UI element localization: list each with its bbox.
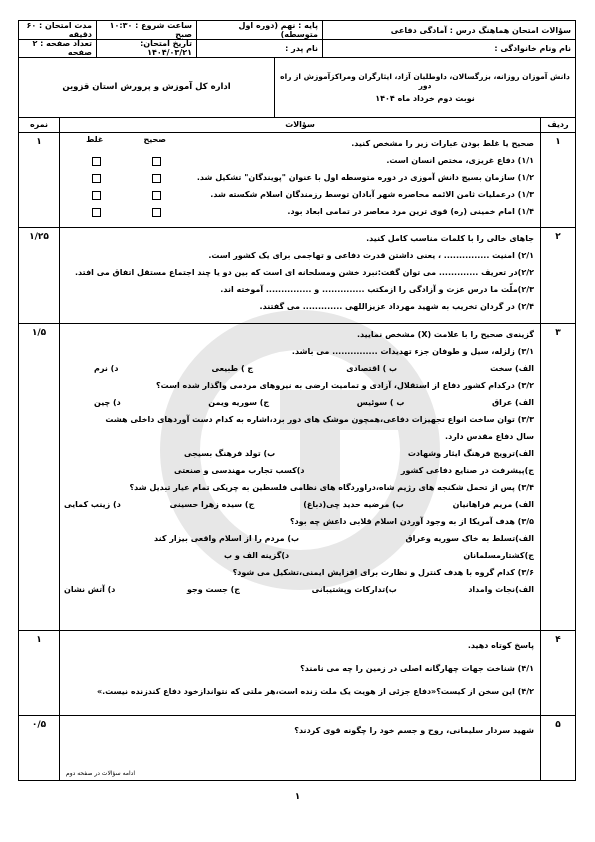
option[interactable]: ب) مرضیه حدید چی(دباغ) — [303, 500, 404, 509]
blank-2-4: ۲/۴) در گردان تخریب به شهید مهرداد عزیزاللهی ............. می گفتند. — [259, 302, 534, 311]
false-checkbox[interactable] — [92, 174, 101, 183]
father-name-field: نام پدر : — [197, 39, 323, 57]
question-body — [59, 631, 541, 715]
options-3-3-a — [64, 445, 534, 462]
mc-3-1: ۳/۱) زلزله، سیل و طوفان جزء تهدیدات ............... می باشد. — [291, 347, 534, 356]
options-3-1 — [64, 360, 534, 377]
options-3-5-a — [64, 530, 534, 547]
option[interactable]: ج ) طبیعی — [211, 364, 254, 373]
true-checkbox[interactable] — [152, 157, 161, 166]
statement-1-1: ۱/۱) دفاع غریزی، مختص انسان است. — [386, 156, 534, 165]
question-prompt: پاسخ کوتاه دهید. — [467, 641, 534, 650]
exam-sheet — [18, 20, 576, 781]
short-4-1: ۴/۱) شناخت جهات چهارگانه اصلی در زمین را چه می نامند؟ — [300, 664, 534, 673]
blank-2-2: ۲/۲)در تعریف ............. می توان گفت:نبرد خشن ومسلحانه ای است که بین دو یا چند اجتماع مستقل اتفاق می افتد. — [75, 268, 534, 277]
question-prompt: جاهای خالی را با کلمات مناسب کامل کنید. — [366, 234, 534, 243]
option[interactable]: د)کسب تجارب مهندسی و صنعتی — [174, 466, 305, 475]
mc-3-6: ۳/۶) کدام گروه با هدف کنترل و نظارت برای افزایش ایمنی،تشکیل می شود؟ — [232, 568, 534, 577]
question-prompt: صحیح یا غلط بودن عبارات زیر را مشخص کنید. — [351, 139, 534, 148]
education-office: اداره کل آموزش و پرورش استان قزوین — [19, 57, 275, 117]
question-number: ۲ — [555, 232, 561, 242]
continue-note: ادامه سؤالات در صفحه دوم — [66, 770, 136, 777]
option[interactable]: الف) عراق — [491, 398, 534, 407]
true-checkbox[interactable] — [152, 208, 161, 217]
question-number: ۵ — [555, 720, 561, 730]
question-3 — [19, 324, 575, 631]
question-5 — [19, 716, 575, 780]
checkbox-row-3 — [66, 191, 186, 200]
mc-3-2: ۳/۲) درکدام کشور دفاع از استقلال، آزادی و تمامیت ارضی به نیروهای مردمی واگذار شده است؟ — [155, 381, 534, 390]
page-count: تعداد صفحه : ۲ صفحه — [19, 39, 97, 57]
question-score: ۱ — [36, 635, 42, 645]
statement-1-3: ۱/۳) درعملیات ثامن الائمه محاصره شهر آبادان توسط رزمندگان اسلام شکسته شد. — [210, 190, 534, 199]
mc-3-3: ۳/۳) توان ساخت انواع تجهیزات دفاعی،همچون موشک های دور برد،اشاره به کدام دست آوردهای داخلی هشت — [105, 415, 534, 424]
option[interactable]: د) آتش نشان — [64, 585, 116, 594]
question-4 — [19, 631, 575, 716]
true-checkbox[interactable] — [152, 174, 161, 183]
exam-title: سؤالات امتحان هماهنگ درس : آمادگی دفاعی — [390, 25, 571, 35]
true-checkbox[interactable] — [152, 191, 161, 200]
column-score: نمره — [29, 120, 49, 129]
option[interactable]: الف)تسلط به خاک سوریه وعراق — [405, 534, 534, 543]
option[interactable]: ب) تولد فرهنگ بسیجی — [184, 449, 276, 458]
header-row-2 — [19, 39, 575, 58]
question-number: ۱ — [555, 137, 561, 147]
option[interactable]: ج)پیشرفت در صنایع دفاعی کشور — [400, 466, 534, 475]
question-body — [59, 716, 541, 780]
question-number: ۴ — [555, 635, 561, 645]
checkbox-row-1 — [66, 157, 186, 166]
option[interactable]: ج) جست وجو — [186, 585, 241, 594]
checkbox-row-4 — [66, 208, 186, 217]
option[interactable]: د) نرم — [94, 364, 119, 373]
blank-2-1: ۲/۱) امنیت ............... ، یعنی داشتن قدرت دفاعی و تهاجمی برای یک کشور است. — [208, 251, 534, 260]
mc-3-5: ۳/۵) هدف آمریکا از به وجود آوردن اسلام قلابی داعش چه بود؟ — [289, 517, 534, 526]
options-3-6 — [64, 581, 534, 598]
question-prompt: گزینه‌ی صحیح را با علامت (X) مشخص نمایید. — [357, 330, 534, 339]
student-name-field: نام ونام خانوادگی : — [494, 43, 571, 53]
header-row-1 — [19, 21, 575, 40]
mc-3-3-continued: سال دفاع مقدس دارد. — [445, 432, 534, 441]
question-score: ۰/۵ — [31, 720, 47, 730]
option[interactable]: الف)ترویج فرهنگ ایثار وشهادت — [407, 449, 534, 458]
audience: دانش آموزان روزانه، بزرگسالان، داوطلبان آزاد، ایثارگران ومراکزآموزش از راه دور — [280, 71, 570, 90]
question-score: ۱/۵ — [31, 328, 47, 338]
start-time: ساعت شروع : ۱۰:۳۰ صبح — [97, 21, 197, 39]
true-label: صحیح — [143, 135, 166, 144]
option[interactable]: ب ) سوئیس — [356, 398, 405, 407]
exam-header — [19, 21, 575, 118]
checkbox-row-2 — [66, 174, 186, 183]
grade: پایه : نهم (دوره اول متوسطه) — [197, 21, 323, 39]
option[interactable]: ب)تدارکات وپشتیبانی — [311, 585, 397, 594]
option[interactable]: الف) سخت — [490, 364, 534, 373]
option[interactable]: ج) سوریه ویمن — [208, 398, 270, 407]
option[interactable]: د)گزینه الف و ب — [224, 551, 290, 560]
options-3-2 — [64, 394, 534, 411]
short-4-2: ۴/۲) این سخن از کیست؟«دفاع جزئی از هویت یک ملت زنده است،هر ملتی که نتواندازخود دفاع کندزنده نیست.» — [96, 687, 534, 696]
option[interactable]: ب ) اقتصادی — [346, 364, 398, 373]
session: نوبت دوم خرداد ماه ۱۴۰۴ — [375, 93, 475, 103]
exam-date: تاریخ امتحان: ۱۴۰۴/۰۳/۲۱ — [97, 39, 197, 57]
options-3-3-b — [64, 462, 534, 479]
statement-1-4: ۱/۴) امام خمینی (ره) قوی ترین مرد معاصر در تمامی ابعاد بود. — [287, 207, 534, 216]
option[interactable]: ج)کشتارمسلمانان — [463, 551, 534, 560]
question-prompt: شهید سردار سلیمانی، روح و جسم خود را چگونه قوی کردند؟ — [294, 726, 534, 735]
option[interactable]: ب) مردم را از اسلام واقعی بیزار کند — [154, 534, 300, 543]
mc-3-4: ۳/۴) پس از تحمل شکنجه های رژیم شاه،دراوردگاه های نظامی فلسطین به چریکی تمام عیار تبدیل شد؟ — [129, 483, 534, 492]
options-3-4 — [64, 496, 534, 513]
option[interactable]: ج) سیده زهرا حسینی — [169, 500, 255, 509]
false-checkbox[interactable] — [92, 157, 101, 166]
column-row: ردیف — [547, 120, 569, 129]
option[interactable]: الف)نجات وامداد — [468, 585, 534, 594]
question-score: ۱ — [36, 137, 42, 147]
audience-block — [275, 57, 575, 117]
option[interactable]: د) زینب کمایی — [64, 500, 121, 509]
column-header — [19, 118, 575, 133]
blank-2-3: ۲/۳)ملّت ما درس عزت و آزادگی را ازمکتب .............. و ............... آموخته اند. — [220, 285, 534, 294]
page-number: ۱ — [294, 792, 301, 802]
question-number: ۳ — [555, 328, 561, 338]
header-row-3 — [19, 57, 575, 117]
false-checkbox[interactable] — [92, 208, 101, 217]
question-score: ۱/۲۵ — [29, 232, 49, 242]
false-checkbox[interactable] — [92, 191, 101, 200]
question-2 — [19, 228, 575, 324]
false-label: غلط — [86, 135, 104, 144]
statement-1-2: ۱/۲) سازمان بسیج دانش آموزی در دوره متوسطه اول با عنوان "پویندگان" تشکیل شد. — [196, 173, 534, 182]
question-body — [59, 133, 541, 227]
duration: مدت امتحان : ۶۰ دقیقه — [19, 21, 97, 39]
true-false-header — [66, 135, 186, 144]
option[interactable]: الف) مریم فراهانیان — [452, 500, 534, 509]
question-body — [59, 228, 541, 323]
question-1 — [19, 133, 575, 228]
question-body — [59, 324, 541, 630]
option[interactable]: د) چین — [94, 398, 121, 407]
column-questions: سؤالات — [59, 118, 541, 132]
options-3-5-b — [64, 547, 534, 564]
